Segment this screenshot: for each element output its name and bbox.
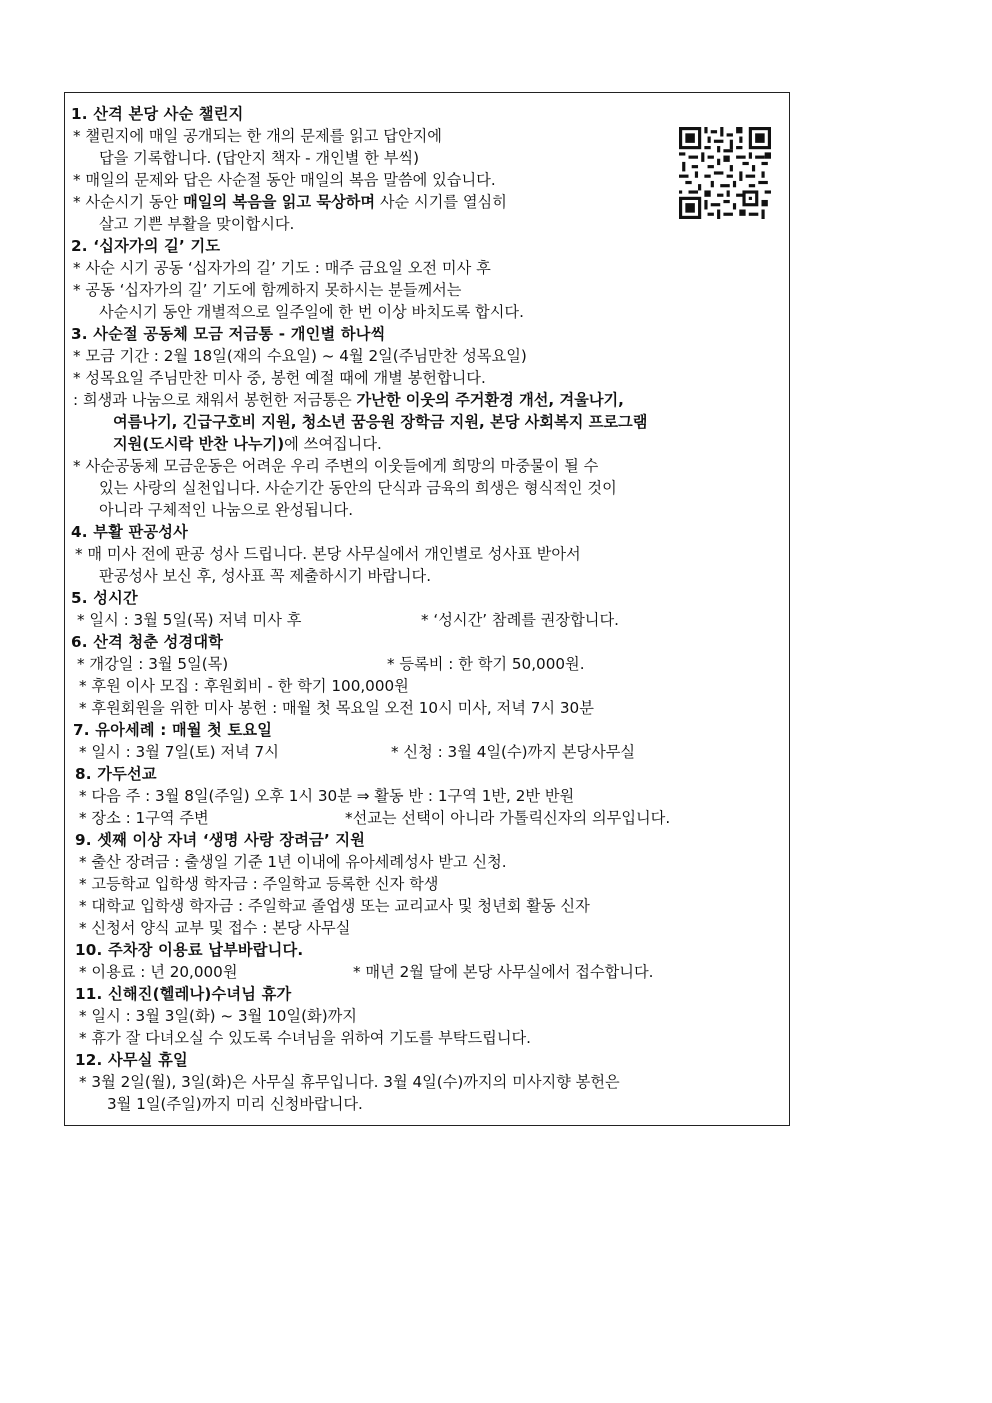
- section-7-item: * 일시 : 3월 7일(토) 저녁 7시: [79, 743, 279, 761]
- section-4-item: * 매 미사 전에 판공 성사 드립니다. 본당 사무실에서 개인별로 성사표 받아서: [75, 545, 581, 563]
- section-9-item: * 고등학교 입학생 학자금 : 주일학교 등록한 신자 학생: [79, 875, 439, 893]
- section-8-item: * 다음 주 : 3월 8일(주일) 오후 1시 30분 ⇒ 활동 반 : 1구역 1반, 2반 반원: [79, 787, 575, 805]
- section-10-item: * 이용료 : 년 20,000원: [79, 963, 238, 981]
- section-3-item: * 사순공동체 모금운동은 어려운 우리 주변의 이웃들에게 희망의 마중물이 될 수: [73, 457, 599, 475]
- announcement-box: [64, 92, 790, 1126]
- section-3-item: 아니라 구체적인 나눔으로 완성됩니다.: [99, 501, 354, 519]
- section-1-item: * 매일의 문제와 답은 사순절 동안 매일의 복음 말씀에 있습니다.: [73, 171, 496, 189]
- section-3-item: 지원(도시락 반찬 나누기)에 쓰여집니다.: [113, 435, 382, 453]
- section-3-item: 있는 사랑의 실천입니다. 사순기간 동안의 단식과 금육의 희생은 형식적인 것이: [99, 479, 617, 497]
- section-6-item: * 등록비 : 한 학기 50,000원.: [387, 655, 585, 673]
- qr-code: [679, 127, 771, 219]
- section-7-item: * 신청 : 3월 4일(수)까지 본당사무실: [391, 743, 636, 761]
- section-8-title: 8. 가두선교: [75, 765, 157, 783]
- section-11-item: * 일시 : 3월 3일(화) ~ 3월 10일(화)까지: [79, 1007, 357, 1025]
- section-9-item: * 대학교 입학생 학자금 : 주일학교 졸업생 또는 교리교사 및 청년회 활동 신자: [79, 897, 590, 915]
- section-3-item: 여름나기, 긴급구호비 지원, 청소년 꿈응원 장학금 지원, 본당 사회복지 프로그램: [113, 413, 648, 431]
- section-1-item: 답을 기록합니다. (답안지 책자 - 개인별 한 부씩): [99, 149, 420, 167]
- section-8-item: *선교는 선택이 아니라 가톨릭신자의 의무입니다.: [345, 809, 671, 827]
- section-2-item: * 공동 ‘십자가의 길’ 기도에 함께하지 못하시는 분들께서는: [73, 281, 462, 299]
- section-3-item: * 성목요일 주님만찬 미사 중, 봉헌 예절 때에 개별 봉헌합니다.: [73, 369, 486, 387]
- section-9-title: 9. 셋째 이상 자녀 ‘생명 사랑 장려금’ 지원: [75, 831, 366, 849]
- section-1-item: 살고 기쁜 부활을 맞이합시다.: [99, 215, 295, 233]
- section-7-title: 7. 유아세례 : 매월 첫 토요일: [73, 721, 273, 739]
- section-9-item: * 출산 장려금 : 출생일 기준 1년 이내에 유아세례성사 받고 신청.: [79, 853, 507, 871]
- section-1-title: 1. 산격 본당 사순 챌린지: [71, 105, 244, 123]
- section-2-item: 사순시기 동안 개별적으로 일주일에 한 번 이상 바치도록 합시다.: [99, 303, 524, 321]
- section-6-title: 6. 산격 청춘 성경대학: [71, 633, 224, 651]
- section-6-item: * 후원 이사 모집 : 후원회비 - 한 학기 100,000원: [79, 677, 409, 695]
- section-11-item: * 휴가 잘 다녀오실 수 있도록 수녀님을 위하여 기도를 부탁드립니다.: [79, 1029, 531, 1047]
- section-3-item: : 희생과 나눔으로 채워서 봉헌한 저금통은 가난한 이웃의 주거환경 개선, 겨울나기,: [73, 391, 624, 409]
- section-4-item: 판공성사 보신 후, 성사표 꼭 제출하시기 바랍니다.: [99, 567, 432, 585]
- section-4-title: 4. 부활 판공성사: [71, 523, 188, 541]
- section-5-item: * ‘성시간’ 참례를 권장합니다.: [421, 611, 619, 629]
- section-1-item: * 챌린지에 매일 공개되는 한 개의 문제를 읽고 답안지에: [73, 127, 442, 145]
- section-12-item: * 3월 2일(월), 3일(화)은 사무실 휴무입니다. 3월 4일(수)까지의 미사지향 봉헌은: [79, 1073, 620, 1091]
- section-6-item: * 개강일 : 3월 5일(목): [77, 655, 229, 673]
- section-5-item: * 일시 : 3월 5일(목) 저녁 미사 후: [77, 611, 302, 629]
- section-10-title: 10. 주차장 이용료 납부바랍니다.: [75, 941, 304, 959]
- section-9-item: * 신청서 양식 교부 및 접수 : 본당 사무실: [79, 919, 351, 937]
- section-1-item: * 사순시기 동안 매일의 복음을 읽고 묵상하며 사순 시기를 열심히: [73, 193, 507, 211]
- section-8-item: * 장소 : 1구역 주변: [79, 809, 209, 827]
- section-2-title: 2. ‘십자가의 길’ 기도: [71, 237, 221, 255]
- section-12-title: 12. 사무실 휴일: [75, 1051, 188, 1069]
- section-6-item: * 후원회원을 위한 미사 봉헌 : 매월 첫 목요일 오전 10시 미사, 저녁 7시 30분: [79, 699, 594, 717]
- section-3-item: * 모금 기간 : 2월 18일(재의 수요일) ~ 4월 2일(주님만찬 성목요일): [73, 347, 527, 365]
- section-5-title: 5. 성시간: [71, 589, 138, 607]
- section-2-item: * 사순 시기 공동 ‘십자가의 길’ 기도 : 매주 금요일 오전 미사 후: [73, 259, 491, 277]
- section-12-item: 3월 1일(주일)까지 미리 신청바랍니다.: [107, 1095, 363, 1113]
- section-3-title: 3. 사순절 공동체 모금 저금통 - 개인별 하나씩: [71, 325, 386, 343]
- section-11-title: 11. 신해진(헬레나)수녀님 휴가: [75, 985, 292, 1003]
- section-10-item: * 매년 2월 달에 본당 사무실에서 접수합니다.: [353, 963, 654, 981]
